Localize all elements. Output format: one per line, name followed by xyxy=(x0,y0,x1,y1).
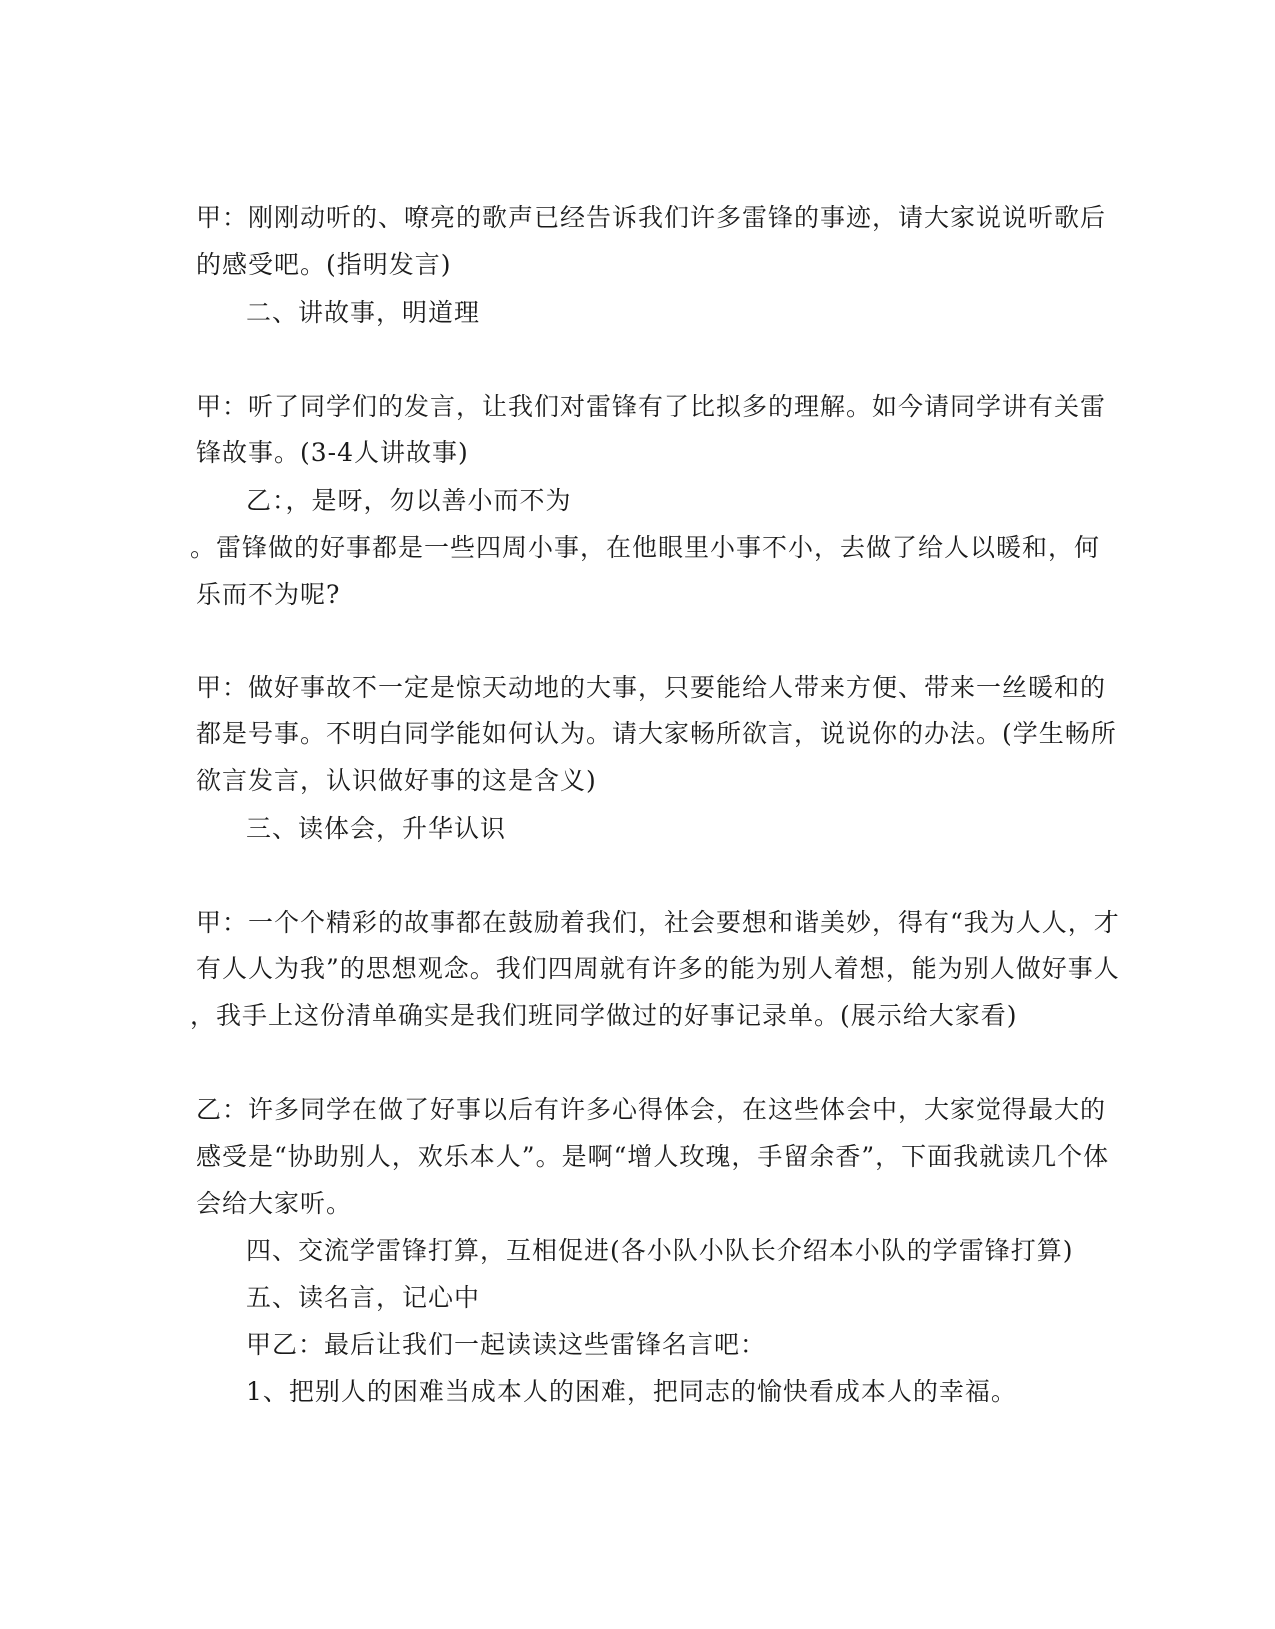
paragraph-line: 乙：，是呀，勿以善小而不为 xyxy=(246,486,572,515)
paragraph-line: 甲：做好事故不一定是惊天动地的大事，只要能给人带来方便、带来一丝暖和的 xyxy=(196,673,1107,702)
paragraph-line: 锋故事。(3-4人讲故事) xyxy=(196,438,469,467)
quote-item: 1、把别人的困难当成本人的困难，把同志的愉快看成本人的幸福。 xyxy=(246,1377,1017,1406)
paragraph-line: 。雷锋做的好事都是一些四周小事，在他眼里小事不小，去做了给人以暖和，何 xyxy=(190,533,1101,562)
paragraph-line: 甲：听了同学们的发言，让我们对雷锋有了比拟多的理解。如今请同学讲有关雷 xyxy=(196,392,1107,421)
paragraph-line: 感受是“协助别人，欢乐本人”。是啊“增人玫瑰，手留余香”，下面我就读几个体 xyxy=(196,1142,1110,1171)
paragraph-line: 甲：刚刚动听的、嘹亮的歌声已经告诉我们许多雷锋的事迹，请大家说说听歌后 xyxy=(196,203,1107,232)
paragraph-line: 乐而不为呢? xyxy=(196,580,341,609)
paragraph-line: 有人人为我”的思想观念。我们四周就有许多的能为别人着想，能为别人做好事人 xyxy=(196,954,1120,983)
paragraph-line: 乙：许多同学在做了好事以后有许多心得体会，在这些体会中，大家觉得最大的 xyxy=(196,1095,1107,1124)
section-heading: 三、读体会，升华认识 xyxy=(246,814,507,843)
paragraph-line: 的感受吧。(指明发言) xyxy=(196,250,452,279)
paragraph-line: 甲：一个个精彩的故事都在鼓励着我们，社会要想和谐美妙，得有“我为人人，才 xyxy=(196,908,1120,937)
paragraph-line: 会给大家听。 xyxy=(196,1189,353,1218)
paragraph-line: 甲乙：最后让我们一起读读这些雷锋名言吧： xyxy=(246,1330,767,1359)
paragraph-line: ，我手上这份清单确实是我们班同学做过的好事记录单。(展示给大家看) xyxy=(190,1001,1018,1030)
section-heading: 二、讲故事，明道理 xyxy=(246,298,481,327)
paragraph-line: 都是号事。不明白同学能如何认为。请大家畅所欲言，说说你的办法。(学生畅所 xyxy=(196,719,1117,748)
section-heading: 五、读名言，记心中 xyxy=(246,1283,481,1312)
paragraph-line: 欲言发言，认识做好事的这是含义) xyxy=(196,766,597,795)
section-heading: 四、交流学雷锋打算，互相促进(各小队小队长介绍本小队的学雷锋打算) xyxy=(246,1236,1074,1265)
